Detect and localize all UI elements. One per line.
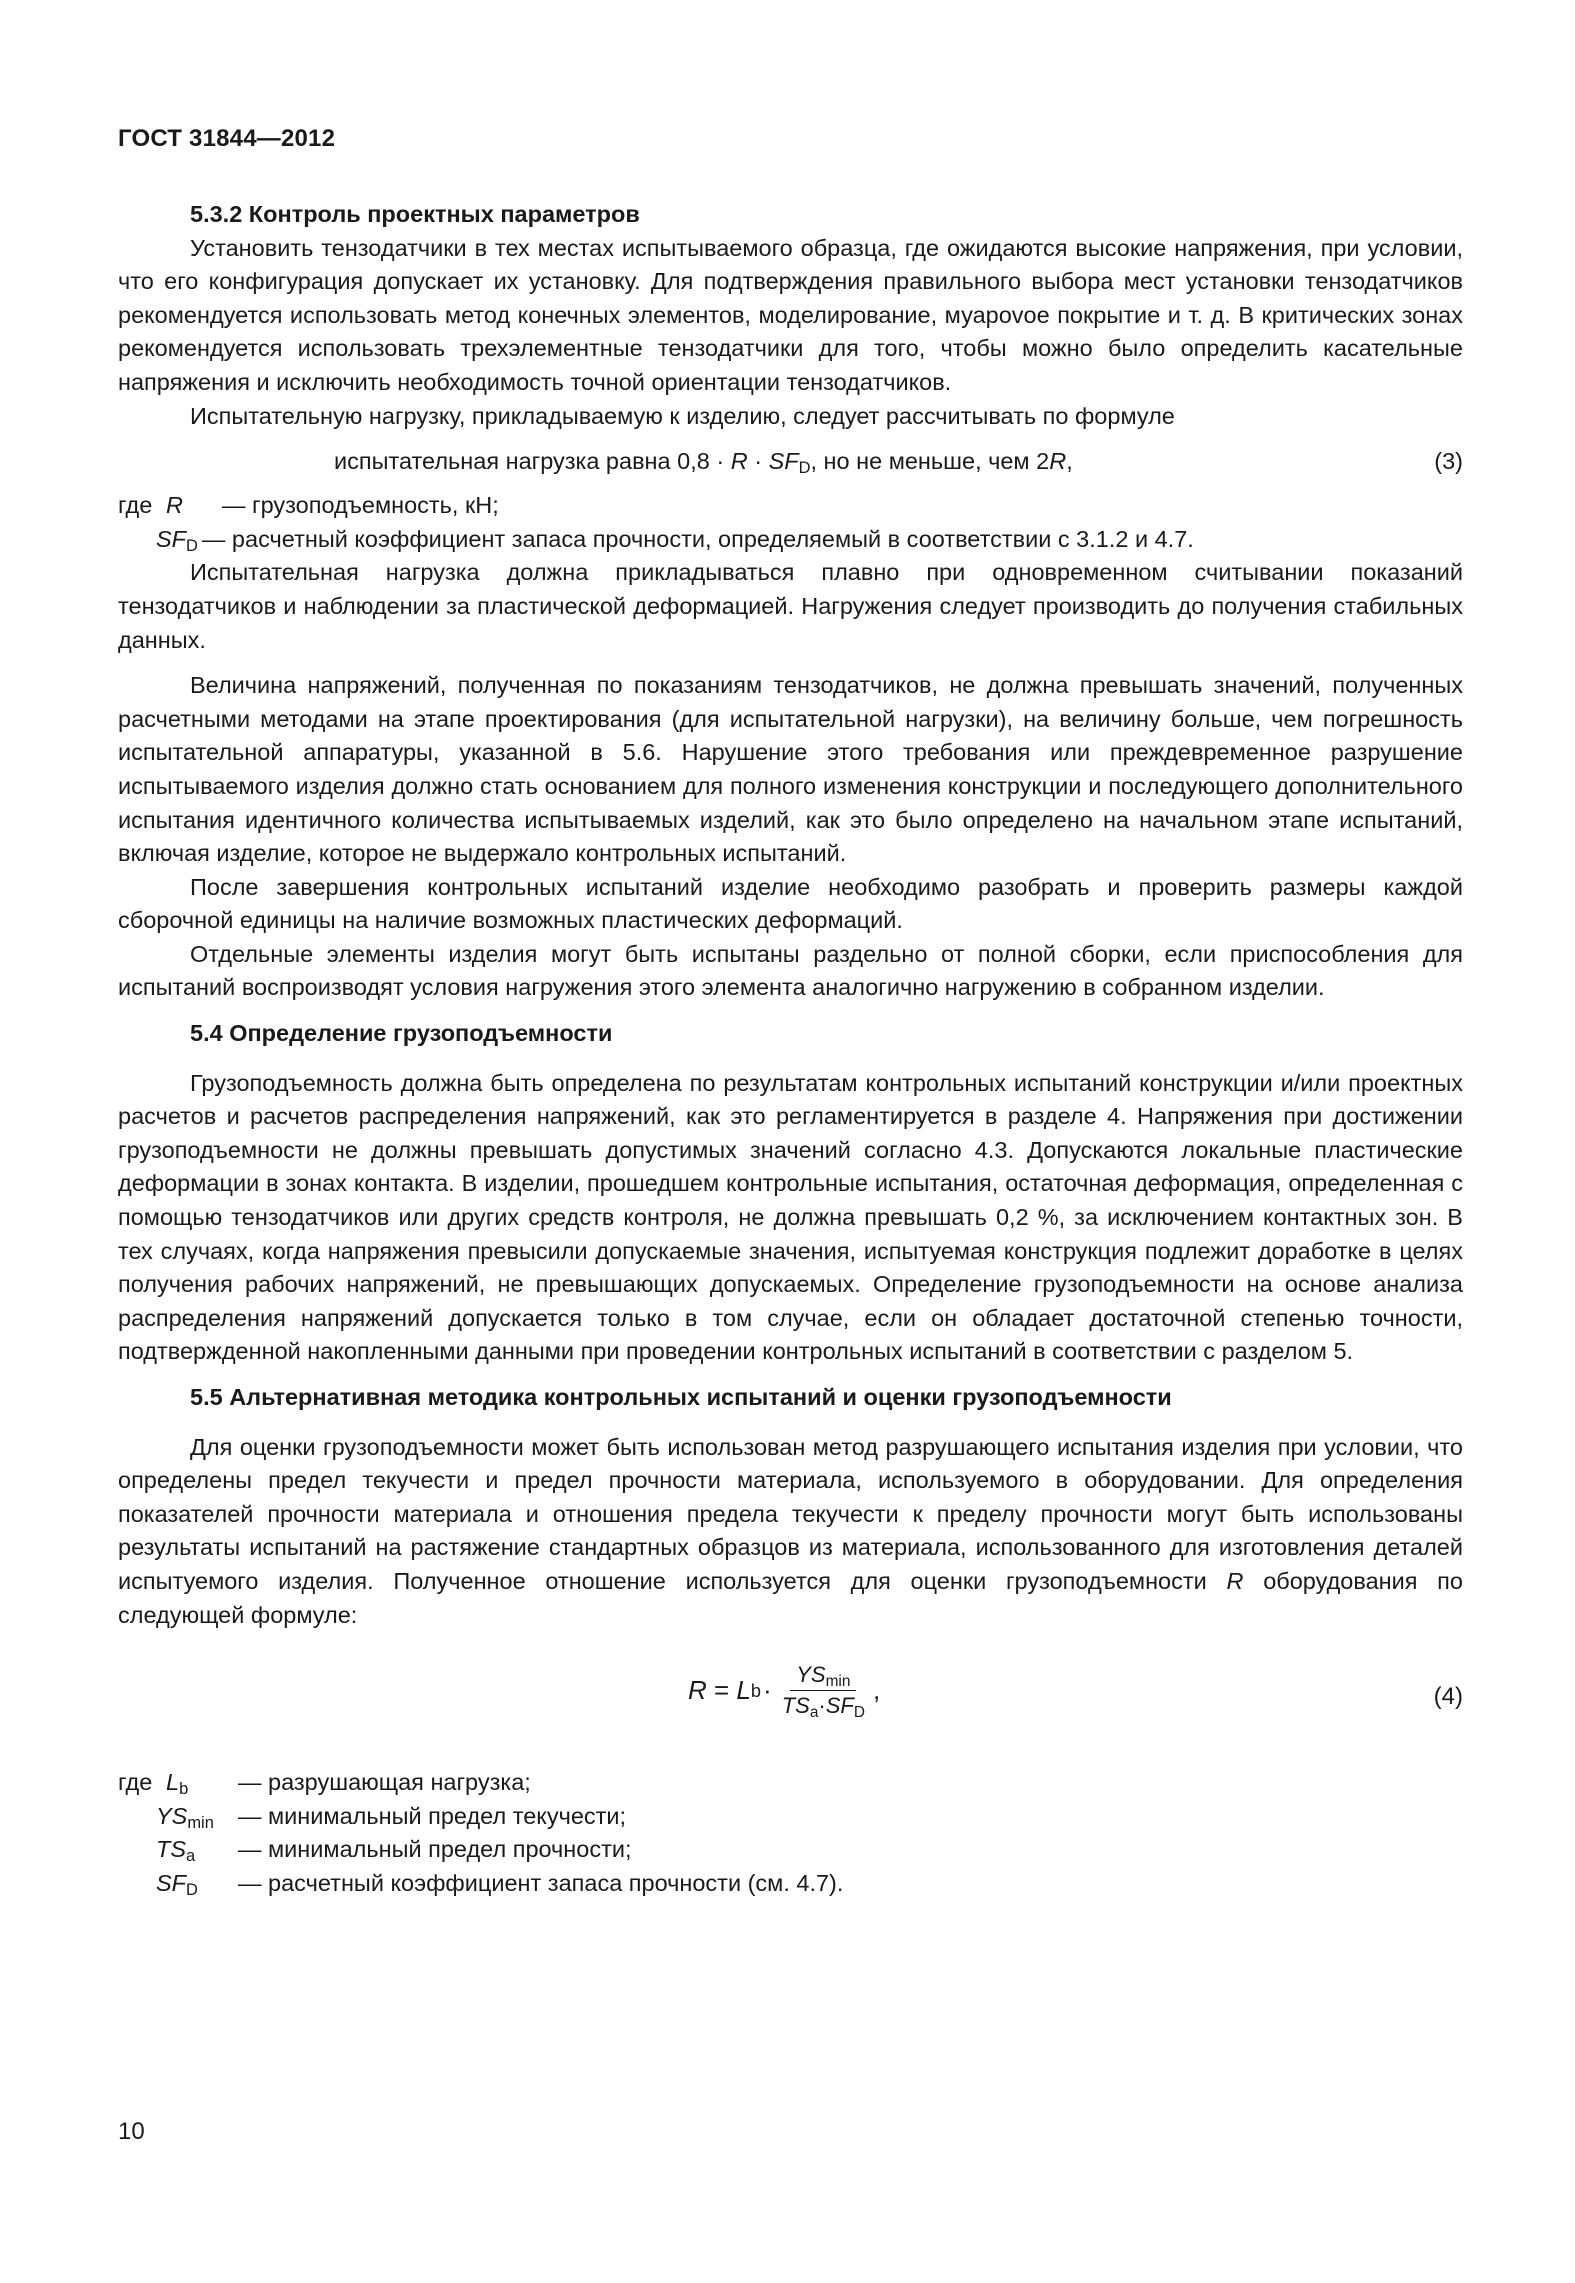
definition-text: — расчетный коэффициент запаса прочности, определяемый в соответствии с 3.1.2 и 4.7. bbox=[201, 525, 1194, 552]
definition-row bbox=[118, 523, 1463, 557]
symbol-subscript: D bbox=[186, 536, 198, 555]
definition-text: — грузоподъемность, кН; bbox=[222, 492, 499, 519]
fraction-numerator bbox=[790, 1662, 856, 1691]
definition-symbol: R bbox=[166, 492, 183, 519]
formula-4 bbox=[118, 1654, 1463, 1754]
section-title-5-3-2: 5.3.2 Контроль проектных параметров bbox=[190, 201, 640, 227]
formula-part: · bbox=[763, 1674, 772, 1705]
formula-subscript: min bbox=[825, 1673, 851, 1691]
formula-symbol: R bbox=[730, 448, 748, 475]
formula-symbol: L bbox=[736, 1674, 751, 1705]
definition-text: — разрушающая нагрузка; bbox=[238, 1769, 531, 1796]
paragraph: Отдельные элементы изделия могут быть испытаны раздельно от полной сборки, если приспособления для испытаний воспроизводят условия нагружения этого элемента аналогично нагружению в собранном изделии. bbox=[118, 940, 1463, 1001]
definition-row bbox=[118, 1800, 1463, 1834]
formula-part: испытательная нагрузка равна 0,8 · bbox=[334, 448, 731, 475]
section-title-5-4: 5.4 Определение грузоподъемности bbox=[190, 1020, 613, 1047]
formula-4-body: R = L b · $\frac{YS_{min}}{TS_a\cdot SF_D}$ , bbox=[688, 1662, 881, 1722]
symbol-subscript: D bbox=[186, 1880, 198, 1899]
symbol-text: L bbox=[166, 1769, 180, 1796]
formula-symbol: SF bbox=[768, 448, 799, 475]
definition-lead: где bbox=[118, 1769, 153, 1796]
formula-part: · bbox=[818, 1693, 826, 1719]
paragraph: Испытательную нагрузку, прикладываемую к изделию, следует рассчитывать по формуле bbox=[190, 402, 1175, 429]
definition-row bbox=[118, 1766, 1463, 1800]
formula-3 bbox=[118, 437, 1463, 485]
formula-fraction bbox=[776, 1662, 871, 1722]
symbol-text: YS bbox=[156, 1802, 188, 1829]
formula-3-number: (3) bbox=[1434, 448, 1463, 475]
section-title-5-5: 5.5 Альтернативная методика контрольных испытаний и оценки грузоподъемности bbox=[190, 1384, 1172, 1410]
formula-3-text bbox=[334, 437, 1073, 485]
paragraph: Установить тензодатчики в тех местах испытываемого образца, где ожидаются высокие напряжения, при условии, что его конфигурация допускает их установку. Для подтверждения правильного выбора мест установки тензодатчиков рекомендуется использовать метод конечных элементов, моделирование, муароvое покрытие и т. д. В критических зонах рекомендуется использовать трехэлементные тензодатчики для того, чтобы можно было определить касательные напряжения и исключить необходимость точной ориентации тензодатчиков. bbox=[118, 234, 1463, 395]
formula-symbol: SF bbox=[825, 1693, 854, 1719]
definitions-list bbox=[118, 489, 1463, 556]
paragraph: После завершения контрольных испытаний изделие необходимо разобрать и проверить размеры каждой сборочной единицы на наличие возможных пластических деформаций. bbox=[118, 873, 1463, 934]
definition-text: — расчетный коэффициент запаса прочности (см. 4.7). bbox=[238, 1869, 844, 1896]
document-id-header: ГОСТ 31844—2012 bbox=[118, 125, 336, 152]
page-number: 10 bbox=[118, 2118, 145, 2145]
definition-row bbox=[118, 1867, 1463, 1901]
definition-symbol bbox=[156, 1867, 238, 1901]
fraction-denominator bbox=[776, 1691, 871, 1722]
spacer bbox=[118, 1369, 1463, 1381]
symbol-text: SF bbox=[156, 525, 187, 552]
paragraph: Грузоподъемность должна быть определена по результатам контрольных испытаний конструкции и/или проектных расчетов и расчетов распределения напряжений, как это регламентируется в разделе 4. Напряжения при достижении грузоподъемности не должны превышать допустимых значений согласно 4.3. Допускаются локальные пластические деформации в зонах контакта. В изделии, прошедшем контрольные испытания, остаточная деформация, определенная с помощью тензодатчиков или других средств контроля, не должна превышать 0,2 %, за исключением контактных зон. В тех случаях, когда напряжения превысили допускаемые значения, испытуемая конструкция подлежит доработке в целях получения рабочих напряжений, не превышающих допускаемых. Определение грузоподъемности на основе анализа распределения напряжений допускается только в том случае, если он обладает достаточной степенью точности, подтвержденной накопленными данными при проведении контрольных испытаний в соответствии с разделом 5. bbox=[118, 1069, 1463, 1365]
formula-part: · bbox=[747, 448, 769, 475]
symbol-subscript: a bbox=[186, 1847, 196, 1866]
definition-symbol bbox=[156, 1833, 238, 1867]
paragraph bbox=[118, 1431, 1463, 1633]
paragraph-text: Для оценки грузоподъемности может быть использован метод разрушающего испытания изделия при условии, что определены предел текучести и предел прочности материала, используемого в оборудовании. Для определения показателей прочности материала и отношения предела текучести к пределу прочности могут быть использованы результаты испытаний на растяжение стандартных образцов из материала, использованного для изготовления деталей испытуемого изделия. Полученное отношение используется для оценки грузоподъемности bbox=[118, 1433, 1463, 1594]
spacer bbox=[118, 657, 1463, 669]
definition-symbol bbox=[166, 1766, 238, 1800]
definition-lead: где bbox=[118, 492, 153, 519]
document-page bbox=[118, 0, 1463, 2283]
definition-symbol bbox=[156, 523, 198, 557]
formula-symbol: R bbox=[1049, 448, 1067, 475]
symbol-subscript: b bbox=[179, 1780, 189, 1799]
definition-text: — минимальный предел текучести; bbox=[238, 1802, 627, 1829]
definitions-list bbox=[118, 1766, 1463, 1900]
paragraph: Испытательная нагрузка должна прикладываться плавно при одновременном считывании показаний тензодатчиков и наблюдении за пластической деформацией. Нагружения следует производить до получения стабильных данных. bbox=[118, 559, 1463, 653]
formula-subscript: D bbox=[798, 459, 811, 478]
formula-part: , bbox=[872, 1674, 881, 1705]
symbol-text: TS bbox=[156, 1836, 187, 1863]
definition-row bbox=[118, 1833, 1463, 1867]
formula-4-number: (4) bbox=[1433, 1683, 1463, 1711]
paragraph-text: оборудования по следующей формуле: bbox=[118, 1567, 1463, 1628]
formula-symbol: R bbox=[688, 1674, 707, 1705]
inline-symbol: R bbox=[1226, 1567, 1244, 1594]
symbol-subscript: min bbox=[187, 1813, 214, 1832]
formula-part: = bbox=[706, 1674, 737, 1705]
formula-subscript: D bbox=[853, 1704, 865, 1722]
definition-text: — минимальный предел прочности; bbox=[238, 1836, 632, 1863]
definition-symbol bbox=[156, 1800, 238, 1834]
formula-part: , но не меньше, чем 2 bbox=[810, 448, 1050, 475]
definition-row bbox=[118, 489, 1463, 523]
document-body bbox=[118, 198, 1463, 1901]
spacer bbox=[118, 1415, 1463, 1431]
formula-symbol: YS bbox=[796, 1662, 826, 1688]
formula-symbol: TS bbox=[781, 1693, 810, 1719]
spacer bbox=[118, 1051, 1463, 1067]
symbol-text: SF bbox=[156, 1869, 187, 1896]
formula-subscript: a bbox=[809, 1704, 819, 1722]
spacer bbox=[118, 1005, 1463, 1017]
paragraph: Величина напряжений, полученная по показаниям тензодатчиков, не должна превышать значений, полученных расчетными методами на этапе проектирования (для испытательной нагрузки), на величину больше, чем погрешность испытательной аппаратуры, указанной в 5.6. Нарушение этого требования или преждевременное разрушение испытываемого изделия должно стать основанием для полного изменения конструкции и последующего дополнительного испытания идентичного количества испытываемых изделий, как это было определено на начальном этапе испытаний, включая изделие, которое не выдержало контрольных испытаний. bbox=[118, 672, 1463, 867]
formula-part: , bbox=[1066, 448, 1073, 475]
